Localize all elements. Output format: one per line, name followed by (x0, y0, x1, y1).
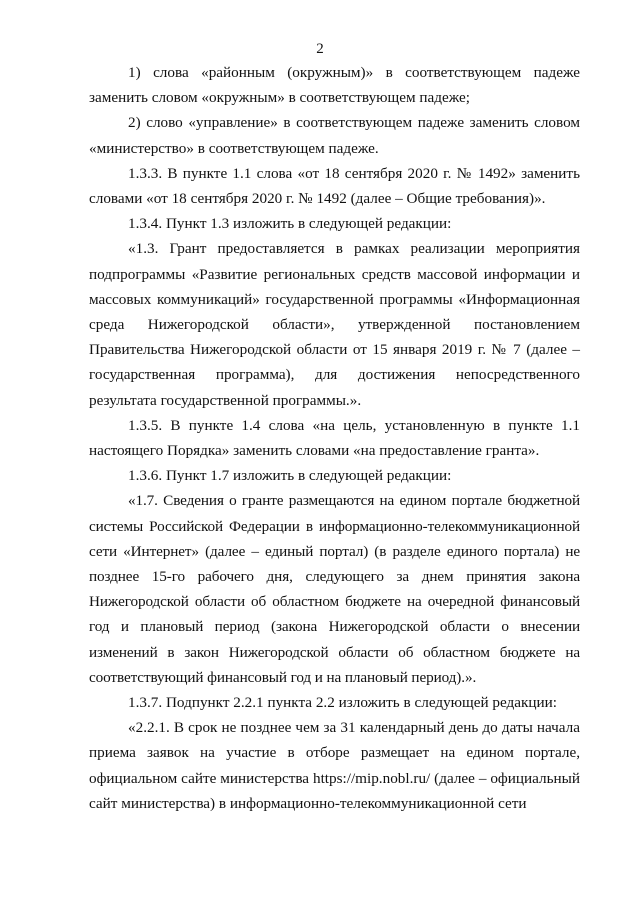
paragraph-quote-1-3: «1.3. Грант предоставляется в рамках реализации мероприятия подпрограммы «Развитие региональных средств массовой информации и массовых коммуникаций» государственной программы «Информационная среда Нижегородской области», утвержденной постановлением Правительства Нижегородской области от 15 января 2019 г. № 7 (далее – государственная программа), для достижения непосредственного результата государственной программы.». (89, 240, 580, 409)
paragraph-1-3-7: 1.3.7. Подпункт 2.2.1 пункта 2.2 изложить в следующей редакции: (128, 694, 557, 712)
paragraph-item-1: 1) слова «районным (окружным)» в соответствующем падеже заменить словом «окружным» в соответствующем падеже; (89, 64, 580, 107)
paragraph-item-2: 2) слово «управление» в соответствующем падеже заменить словом «министерство» в соответствующем падеже. (89, 114, 580, 157)
paragraph-1-3-3: 1.3.3. В пункте 1.1 слова «от 18 сентября 2020 г. № 1492» заменить словами «от 18 сентября 2020 г. № 1492 (далее – Общие требования)». (89, 164, 580, 208)
paragraph-quote-2-2-1: «2.2.1. В срок не позднее чем за 31 календарный день до даты начала приема заявок на участие в отборе размещает на едином портале, официальном сайте министерства https://mip.nobl.ru/ (далее – официальный сайт министерства) в информационно-телекоммуникационной сети (89, 719, 580, 812)
paragraph-quote-1-7: «1.7. Сведения о гранте размещаются на едином портале бюджетной системы Российской Федерации в информационно-телекоммуникационной сети «Интернет» (далее – единый портал) (в разделе единого портала) не позднее 15-го рабочего дня, следующего за днем принятия закона Нижегородской области об областном бюджете на очередной финансовый год и плановый период (закона Нижегородской области о внесении изменений в закон Нижегородской области об областном бюджете на соответствующий финансовый год и на плановый период).». (89, 492, 580, 686)
document-body (89, 60, 580, 816)
paragraph-1-3-4: 1.3.4. Пункт 1.3 изложить в следующей редакции: (128, 215, 452, 233)
paragraph-1-3-5: 1.3.5. В пункте 1.4 слова «на цель, установленную в пункте 1.1 настоящего Порядка» заменить словами «на предоставление гранта». (89, 416, 580, 460)
page-number: 2 (316, 41, 324, 57)
paragraph-1-3-6: 1.3.6. Пункт 1.7 изложить в следующей редакции: (128, 467, 452, 485)
